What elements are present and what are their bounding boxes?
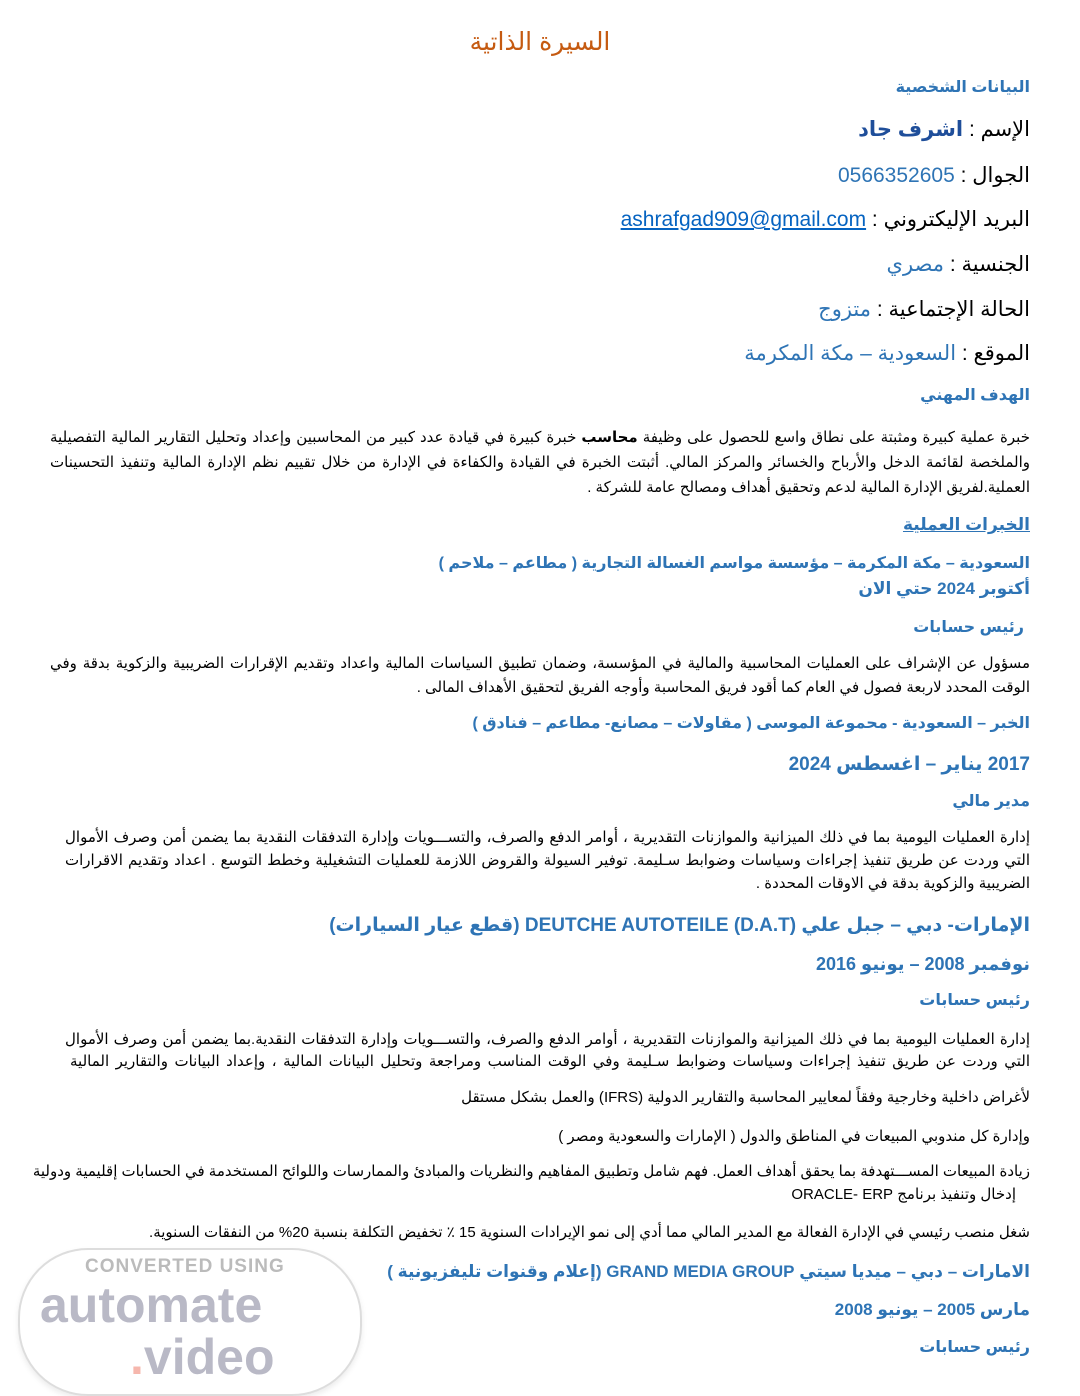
- job-company: الإمارات- دبي – جبل علي DEUTCHE AUTOTEILE (D.A.T) (قطع عيار السيارات): [329, 915, 1030, 936]
- nationality-label: الجنسية :: [944, 253, 1030, 276]
- job-date: مارس 2005 – يونيو 2008: [834, 1300, 1030, 1319]
- email-label: البريد الإليكتروني :: [866, 208, 1030, 231]
- objective-line: العملية.لفريق الإدارة المالية لدعم وتحقيق أهداف ومصالح عامة للشركة .: [587, 479, 1030, 496]
- watermark-text: automate: [40, 1277, 263, 1333]
- name-row: [50, 119, 1030, 140]
- job-date: أكتوبر 2024 حتي الان: [858, 579, 1030, 598]
- experience-heading: الخبرات العملية: [902, 515, 1030, 534]
- job-company: الخبر – السعودية - محموعة الموسى ( مقاولات – مصانع- مطاعم – فنادق ): [472, 715, 1030, 732]
- watermark-word: video: [143, 1329, 275, 1385]
- watermark-dot: .: [130, 1329, 144, 1385]
- watermark-text: [130, 1328, 275, 1386]
- nationality-value: مصري: [886, 253, 945, 276]
- job-desc-line: التي وردت عن طريق تنفيذ إجراءات وسياسات وضوابط سـليمة. توفير السيولة والقروض اللازمة للعمليات التشغيلية وخطط التوسع . اعداد وتقديم الاقرارات: [65, 852, 1030, 869]
- objective-heading: الهدف المهني: [920, 387, 1030, 404]
- job-date: نوفمبر 2008 – يونيو 2016: [816, 954, 1030, 974]
- job-company: الامارات – دبي – ميديا سيتي GRAND MEDIA GROUP (إعلام وقنوات تليفزيونية ): [387, 1262, 1030, 1281]
- job-company: السعودية – مكة المكرمة – مؤسسة مواسم الغسالة التجارية ( مطاعم – ملاحم ): [438, 555, 1030, 572]
- email-row: [50, 209, 1030, 230]
- page-title: السيرة الذاتية: [469, 28, 611, 56]
- job-role: رئيس حسابات: [913, 619, 1024, 636]
- nationality-row: [50, 254, 1030, 275]
- job-desc-line: زيادة المبيعات المســـتهدفة بما يحقق أهداف العمل. فهم شامل وتطبيق المفاهيم والنظريات والمبادئ والممارسات واللوائح المستخدمة في الحسابات إقليمية ودولية: [32, 1163, 1030, 1180]
- mobile-value: 0566352605: [837, 164, 955, 187]
- marital-label: الحالة الإجتماعية :: [871, 298, 1030, 321]
- objective-job-title: محاسب: [581, 429, 638, 446]
- job-desc-line: إدارة العمليات اليومية بما في ذلك الميزانية والموازنات التقديرية ، أوامر الدفع والصرف، والتســـويات وإدارة التدفقات النقدية.بما يضمن أمن وصرف الأموال: [65, 1031, 1030, 1048]
- job-desc-line: إدخال وتنفيذ برنامج ORACLE- ERP: [791, 1186, 1016, 1203]
- location-label: الموقع :: [956, 342, 1030, 365]
- watermark-text: CONVERTED USING: [85, 1256, 285, 1277]
- job-role: رئيس حسابات: [919, 992, 1030, 1009]
- job-desc-line: لأغراض داخلية وخارجية وفقاً لمعايير المحاسبة والتقارير الدولية (IFRS) والعمل بشكل مستقل: [461, 1089, 1030, 1106]
- objective-line: [50, 430, 1030, 445]
- mobile-label: الجوال :: [954, 164, 1030, 187]
- marital-value: متزوج: [818, 298, 872, 321]
- email-link[interactable]: ashrafgad909@gmail.com: [620, 208, 867, 231]
- job-desc-line: التي وردت عن طريق تنفيذ إجراءات وسياسات وضوابط سـليمة وفي الوقت المناسب ومراجعة وتحليل البيانات المالية ، وإعداد البيانات والتقارير المالية: [70, 1053, 1030, 1070]
- marital-row: [50, 299, 1030, 320]
- job-desc-line: شغل منصب رئيسي في الإدارة الفعالة مع المدير المالي مما أدي إلى نمو الإيرادات السنوية 15 ٪ تخفيض التكلفة بنسبة 20% من النفقات السنوية.: [149, 1224, 1030, 1241]
- location-row: [50, 343, 1030, 364]
- job-desc-line: إدارة العمليات اليومية بما في ذلك الميزانية والموازنات التقديرية ، أوامر الدفع والصرف، والتســـويات وإدارة التدفقات النقدية بما يضمن أمن وصرف الأموال: [65, 829, 1030, 846]
- job-role: رئيس حسابات: [919, 1339, 1030, 1356]
- job-desc-line: وإدارة كل مندوبي المبيعات في المناطق والدول ( الإمارات والسعودية ومصر ): [558, 1128, 1030, 1145]
- watermark-logo: [18, 1248, 362, 1396]
- location-value: السعودية – مكة المكرمة: [744, 342, 957, 365]
- personal-heading: البيانات الشخصية: [895, 79, 1030, 96]
- name-label: الإسم :: [963, 118, 1030, 141]
- objective-line: والملخصة لقائمة الدخل والأرباح والخسائر والمركز المالي. أثبتت الخبرة في القيادة والكفاءة في الإدارة من خلال تقييم نظم الإدارة المالية وتنفيذ التحسينات: [50, 454, 1030, 471]
- objective-text: خبرة عملية كبيرة ومثبتة على نطاق واسع للحصول على وظيفة: [637, 429, 1030, 446]
- name-value: اشرف جاد: [858, 118, 964, 141]
- job-desc-line: مسؤول عن الإشراف على العمليات المحاسبية والمالية في المؤسسة، وضمان تطبيق السياسات المالية واعداد وتقديم الإقرارات الضريبية والزكوية بدقة وفي: [50, 655, 1030, 672]
- job-date: 2017 يناير – اغسطس 2024: [788, 754, 1030, 775]
- job-desc-line: الوقت المحدد لاربعة فصول في العام كما أقود فريق المحاسبة وأوجه الفريق لتحقيق الأهداف المالى .: [416, 679, 1030, 696]
- mobile-row: [50, 165, 1030, 186]
- job-role: مدير مالي: [952, 793, 1030, 810]
- objective-text: خبرة كبيرة في قيادة عدد كبير من المحاسبين وإعداد وتحليل التقارير المالية التفصيلية: [50, 429, 582, 446]
- job-desc-line: الضريبية والزكوية بدقة في الاوقات المحددة .: [755, 875, 1030, 892]
